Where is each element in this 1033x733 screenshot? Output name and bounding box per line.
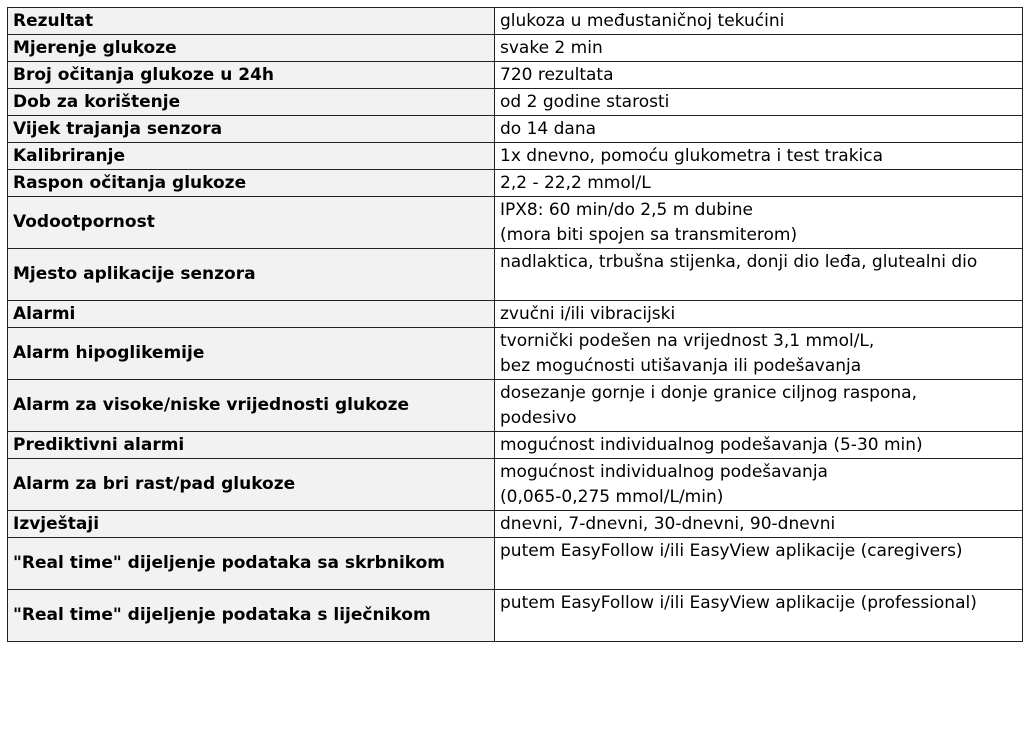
table-row [8, 89, 1023, 116]
row-label: Prediktivni alarmi [8, 432, 495, 459]
table-row [8, 8, 1023, 35]
row-value-line [500, 564, 1017, 589]
row-label: Raspon očitanja glukoze [8, 170, 495, 197]
row-value [495, 35, 1023, 62]
row-value-line: mogućnost individualnog podešavanja (5-30 min) [500, 435, 923, 455]
row-label: "Real time" dijeljenje podataka s liječnikom [8, 590, 495, 642]
row-label: Dob za korištenje [8, 89, 495, 116]
table-row [8, 459, 1023, 511]
row-label: Kalibriranje [8, 143, 495, 170]
row-value [495, 116, 1023, 143]
row-label: Vodootpornost [8, 197, 495, 249]
table-row [8, 35, 1023, 62]
row-value [495, 459, 1023, 511]
row-value-line: (mora biti spojen sa transmiterom) [500, 225, 798, 245]
row-value [495, 249, 1023, 301]
row-value [495, 380, 1023, 432]
row-value-line: 720 rezultata [500, 65, 614, 85]
row-label: Broj očitanja glukoze u 24h [8, 62, 495, 89]
row-value-line: dosezanje gornje i donje granice ciljnog raspona, [500, 383, 917, 403]
row-value [495, 197, 1023, 249]
row-value-line: podesivo [500, 408, 577, 428]
specification-table [7, 7, 1023, 642]
row-value [495, 170, 1023, 197]
table-row [8, 432, 1023, 459]
row-label: Rezultat [8, 8, 495, 35]
row-value-line: mogućnost individualnog podešavanja [500, 462, 828, 482]
row-label: Alarm za bri rast/pad glukoze [8, 459, 495, 511]
row-value [495, 143, 1023, 170]
row-value-line [500, 275, 1017, 300]
table-row [8, 116, 1023, 143]
row-label: Alarm hipoglikemije [8, 328, 495, 380]
table-row [8, 197, 1023, 249]
table-row [8, 538, 1023, 590]
row-value-line: 2,2 - 22,2 mmol/L [500, 173, 651, 193]
row-label: Izvještaji [8, 511, 495, 538]
row-label: "Real time" dijeljenje podataka sa skrbnikom [8, 538, 495, 590]
row-value [495, 8, 1023, 35]
row-value [495, 432, 1023, 459]
row-value [495, 538, 1023, 590]
row-label: Vijek trajanja senzora [8, 116, 495, 143]
table-row [8, 62, 1023, 89]
row-value-line: od 2 godine starosti [500, 92, 670, 112]
row-value-line: dnevni, 7-dnevni, 30-dnevni, 90-dnevni [500, 514, 836, 534]
row-value-line: (0,065-0,275 mmol/L/min) [500, 487, 724, 507]
row-label: Mjerenje glukoze [8, 35, 495, 62]
table-row [8, 301, 1023, 328]
row-value-line: zvučni i/ili vibracijski [500, 304, 676, 324]
row-value-line: IPX8: 60 min/do 2,5 m dubine [500, 200, 753, 220]
row-value [495, 328, 1023, 380]
row-value-line: tvornički podešen na vrijednost 3,1 mmol/L, [500, 331, 875, 351]
row-value-line: nadlaktica, trbušna stijenka, donji dio leđa, glutealni dio [500, 252, 978, 272]
table-row [8, 511, 1023, 538]
table-row [8, 249, 1023, 301]
row-value [495, 62, 1023, 89]
row-value [495, 590, 1023, 642]
row-value-line: glukoza u međustaničnoj tekućini [500, 11, 785, 31]
row-value-line: svake 2 min [500, 38, 603, 58]
table-row [8, 328, 1023, 380]
specification-table-body [8, 8, 1023, 642]
table-row [8, 590, 1023, 642]
table-row [8, 143, 1023, 170]
row-value-line: do 14 dana [500, 119, 597, 139]
table-row [8, 170, 1023, 197]
row-label: Alarm za visoke/niske vrijednosti glukoze [8, 380, 495, 432]
row-value-line: putem EasyFollow i/ili EasyView aplikacije (professional) [500, 593, 977, 613]
row-value [495, 511, 1023, 538]
row-value-line: 1x dnevno, pomoću glukometra i test trakica [500, 146, 884, 166]
row-value [495, 89, 1023, 116]
row-label: Mjesto aplikacije senzora [8, 249, 495, 301]
row-value-line: putem EasyFollow i/ili EasyView aplikacije (caregivers) [500, 541, 963, 561]
row-value [495, 301, 1023, 328]
row-value-line: bez mogućnosti utišavanja ili podešavanja [500, 356, 862, 376]
row-value-line [500, 616, 1017, 641]
row-label: Alarmi [8, 301, 495, 328]
table-row [8, 380, 1023, 432]
